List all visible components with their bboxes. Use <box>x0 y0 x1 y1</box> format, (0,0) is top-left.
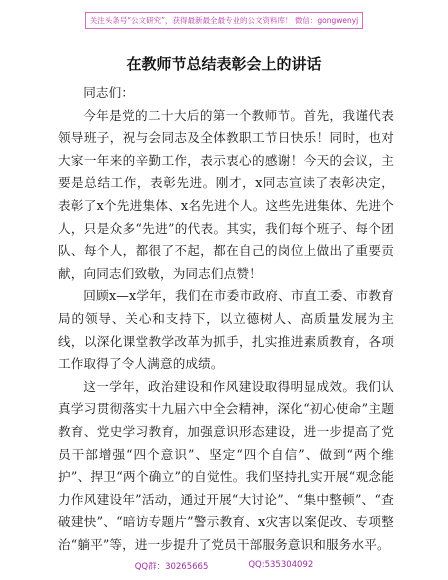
document-title: 在教师节总结表彰会上的讲话 <box>126 55 322 73</box>
paragraph-1: 今年是党的二十大后的第一个教师节。首先，我谨代表领导班子，祝与会同志及全体教职工节日快乐！同时，也对大家一年来的辛勤工作，表示衷心的感谢！今天的会议，主要是总结工作，表彰先进。刚才，x同志宣读了表彰决定，表彰了x个先进集体、x名先进个人。这些先进集体、先进个人，只是众多“先进”的代表。其实，我们每个班子、每个团队、每个人，都很了不起，都在自己的岗位上做出了重要贡献，向同志们致敬，为同志们点赞！ <box>58 107 394 281</box>
footer-qq-group: QQ群：30265665 <box>134 562 209 572</box>
paragraph-3: 这一学年，政治建设和作风建设取得明显成效。我们认真学习贯彻落实十九届六中全会精神，深化“初心使命”主题教育、党史学习教育，加强意识形态建设，进一步提高了党员干部增强“四个意识”、坚定“四个自信”、做到“两个维护”、捍卫“两个确立”的自觉性。我们坚持扎实开展“观念能力作风建设年”活动，通过开展“大讨论”、“集中整顿”、“查破建快”、“暗访专题片”警示教育、x灾害以案促改、专项整治“躺平”等，进一步提升了党员干部服务意识和服务水平。 <box>58 378 394 552</box>
banner-text: 关注头条号“公文研究”，获得最新最全最专业的公文资料库！ 微信：gongwenyj <box>85 12 364 29</box>
document-body <box>58 82 394 556</box>
paragraph-2: 回顾x—x学年，我们在市委市政府、市直工委、市教育局的领导、关心和支持下，以立德树人、高质量发展为主线，以深化课堂教学改革为抓手，扎实推进素质教育，各项工作取得了令人满意的成绩。 <box>58 288 394 372</box>
footer <box>0 560 448 572</box>
top-banner <box>0 0 448 40</box>
footer-qq: QQ:535304092 <box>248 560 314 570</box>
salutation: 同志们： <box>83 85 135 100</box>
